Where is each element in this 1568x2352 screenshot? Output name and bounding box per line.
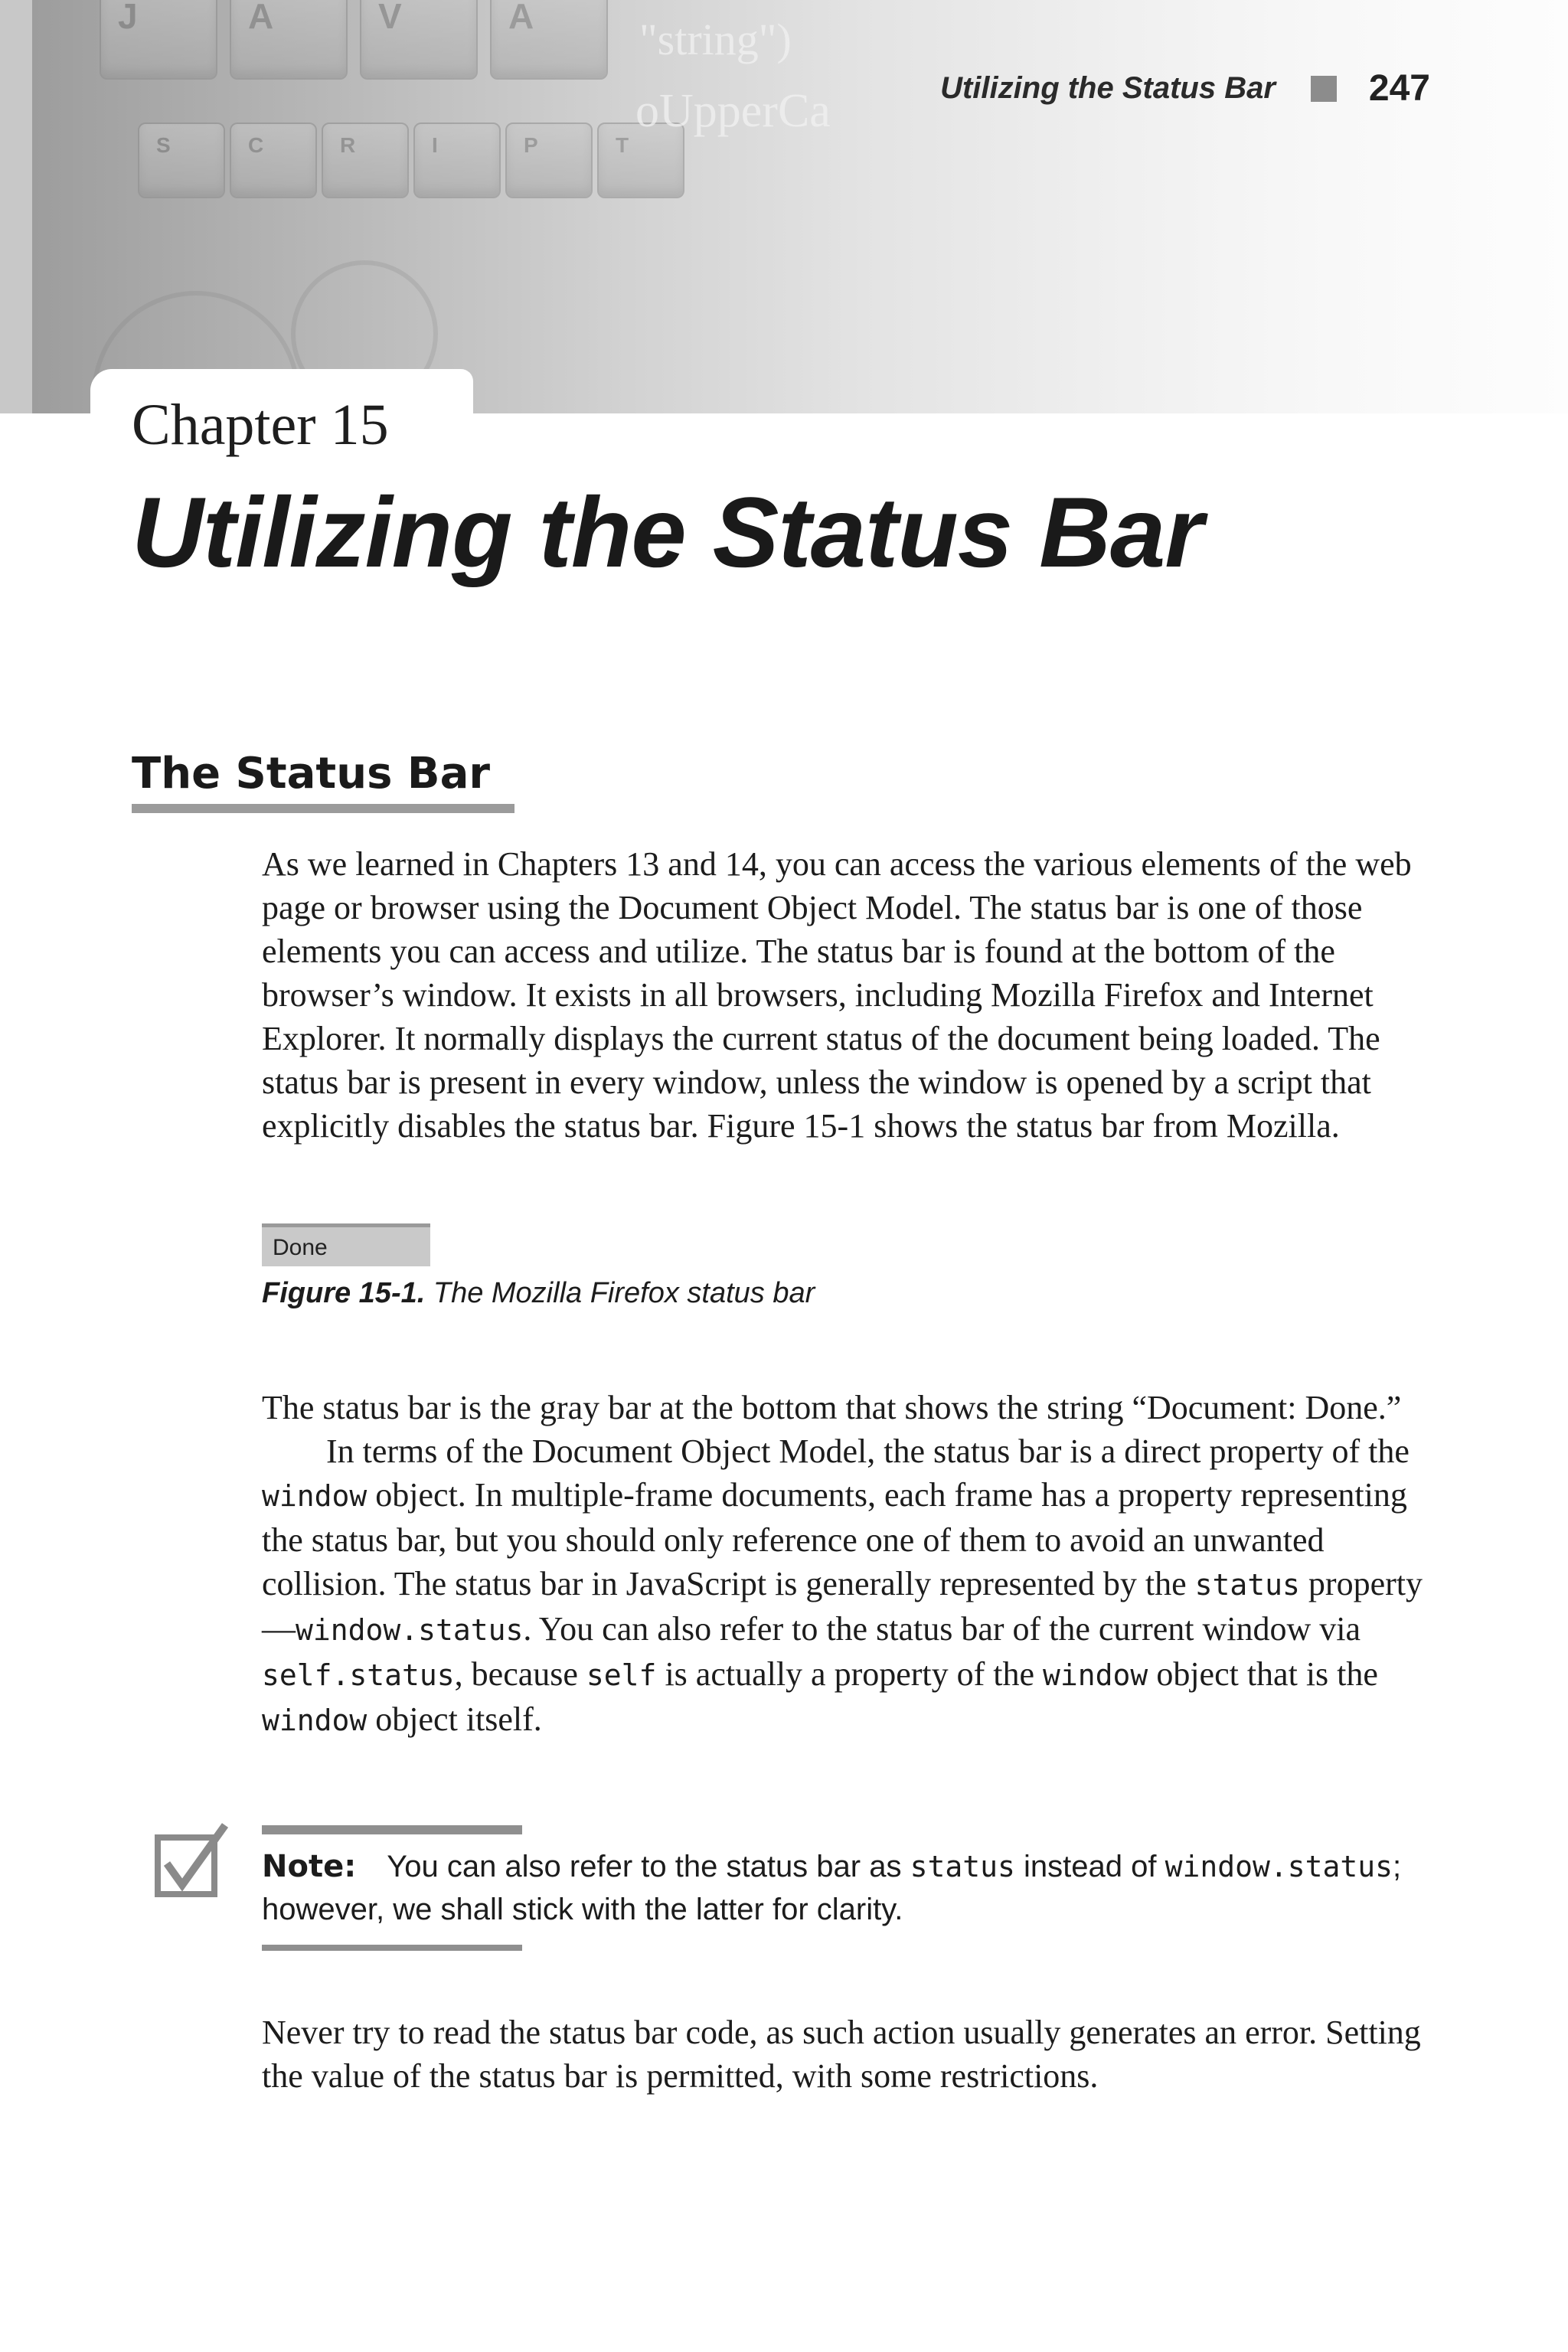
text-run: , because	[454, 1655, 586, 1693]
key-letter: T	[616, 133, 629, 157]
code-term: window.status	[1165, 1850, 1393, 1883]
code-term: window.status	[296, 1613, 524, 1647]
code-term: status	[910, 1850, 1015, 1883]
key-letter: S	[156, 133, 171, 157]
note-rule-bottom	[262, 1945, 522, 1951]
screen-code-line: oUpperCa	[635, 85, 831, 137]
keyboard-key	[413, 122, 501, 198]
paragraph-text	[262, 1429, 1441, 1743]
key-letter: P	[524, 133, 538, 157]
text-run: is actually a property of the	[656, 1655, 1044, 1693]
page-number: 247	[1368, 68, 1430, 109]
keyboard-key	[360, 0, 478, 80]
code-term: window	[262, 1704, 368, 1737]
checkmark-icon	[152, 1821, 231, 1900]
text-run: . You can also refer to the status bar of the current window via	[523, 1610, 1361, 1648]
keyboard-key	[230, 122, 317, 198]
text-run: instead of	[1014, 1850, 1165, 1883]
paragraph	[262, 842, 1441, 1148]
key-letter: V	[378, 0, 402, 36]
header-square-icon	[1311, 76, 1337, 102]
header-left-strip	[0, 0, 32, 413]
code-term: window	[1043, 1658, 1148, 1692]
code-term: self.status	[262, 1658, 455, 1692]
section-heading: The Status Bar	[132, 749, 490, 799]
note-label: Note:	[262, 1849, 357, 1884]
status-bar-figure	[262, 1223, 430, 1266]
keyboard-key	[322, 122, 409, 198]
paragraph-text: As we learned in Chapters 13 and 14, you can access the various elements of the web page or browser using the Document Object Model. The status bar is one of those elements you can access and utilize. The status bar is found at the bottom of the browser’s window. It exists in all browsers, including Mozilla Firefox and Internet Explorer. It normally displays the current status of the document being loaded. The status bar is present in every window, unless the window is opened by a script that explicitly disables the status bar. Figure 15-1 shows the status bar from Mozilla.	[262, 845, 1412, 1145]
running-title: Utilizing the Status Bar	[940, 71, 1276, 105]
paragraph	[262, 2011, 1441, 2098]
keyboard-key	[138, 122, 225, 198]
status-bar-text: Done	[273, 1235, 328, 1260]
chapter-title: Utilizing the Status Bar	[132, 476, 1203, 588]
note-rule-top	[262, 1825, 522, 1834]
key-letter: A	[248, 0, 274, 36]
text-run: property—	[262, 1565, 1423, 1648]
text-run: object. In multiple-frame documents, each frame has a property representing the status bar, but you should only reference one of them to avoid an unwanted collision. The status bar in JavaScript is generally represented by the	[262, 1476, 1407, 1602]
keyboard-key	[230, 0, 348, 80]
running-header	[940, 67, 1430, 109]
section-rule	[132, 804, 514, 813]
text-run: object that is the	[1148, 1655, 1378, 1693]
chapter-header-artwork	[0, 0, 1568, 413]
text-run: In terms of the Document Object Model, the status bar is a direct property of the	[326, 1432, 1410, 1470]
key-letter: R	[340, 133, 356, 157]
paragraph-text: The status bar is the gray bar at the bottom that shows the string “Document: Done.”	[262, 1389, 1402, 1426]
text-run: object itself.	[367, 1700, 542, 1738]
figure-number: Figure 15-1.	[262, 1277, 426, 1309]
note	[262, 1845, 1410, 1931]
text-run: You can also refer to the status bar as	[387, 1850, 910, 1883]
keyboard-key	[100, 0, 217, 80]
chapter-number: Chapter 15	[132, 393, 389, 457]
key-letter: J	[118, 0, 138, 36]
keyboard-key	[505, 122, 593, 198]
key-letter: I	[432, 133, 438, 157]
keyboard-key	[490, 0, 608, 80]
text-run: ; however, we shall stick with the latter for clarity.	[262, 1850, 1402, 1926]
paragraph-text: Never try to read the status bar code, as such action usually generates an error. Setting the value of the status bar is permitted, with some restrictions.	[262, 2014, 1421, 2095]
code-term: status	[1194, 1568, 1300, 1602]
key-letter: C	[248, 133, 264, 157]
paragraph	[262, 1386, 1441, 1743]
key-letter: A	[508, 0, 534, 36]
code-term: self	[586, 1658, 657, 1692]
figure-caption	[262, 1277, 815, 1310]
screen-code-line: "string")	[639, 15, 792, 64]
figure-caption-text: The Mozilla Firefox status bar	[433, 1277, 815, 1309]
code-term: window	[262, 1479, 368, 1513]
